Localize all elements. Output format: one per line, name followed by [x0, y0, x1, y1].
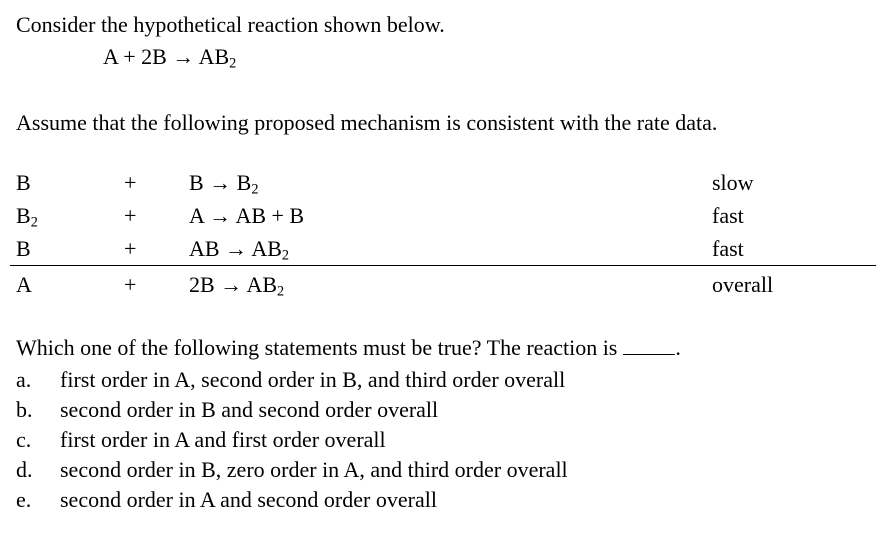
step-plus: + — [124, 203, 137, 228]
product: $AB_2$ — [198, 44, 237, 72]
step-speed: fast — [712, 236, 744, 261]
mechanism-overall — [0, 272, 886, 300]
question-text: Which one of the following statements must be true? The reaction is . — [16, 335, 681, 360]
option-letter: e. — [16, 487, 32, 512]
step-reaction: $2B \to AB_2$ — [189, 272, 285, 300]
option-text: second order in A and second order overall — [60, 487, 437, 512]
answer-blank — [623, 336, 675, 355]
step-speed: slow — [712, 170, 754, 195]
step-species: B — [16, 170, 31, 195]
mechanism-step-2 — [0, 203, 886, 231]
step-speed: overall — [712, 272, 774, 297]
step-speed: fast — [712, 203, 744, 228]
step-reaction: AB → $AB_2$ — [189, 236, 290, 264]
arrow-icon: → — [172, 44, 195, 69]
assumption-text: Assume that the following proposed mechanism is consistent with the rate data. — [16, 110, 718, 135]
reactant-a: A — [103, 44, 118, 69]
overall-divider-line — [10, 265, 876, 266]
mechanism-step-1 — [0, 170, 886, 198]
step-reaction: A → AB + B — [189, 203, 305, 228]
step-species: A — [16, 272, 32, 297]
option-letter: a. — [16, 367, 32, 392]
option-text: second order in B, zero order in A, and third order overall — [60, 457, 568, 482]
step-species: $B_2$ — [16, 203, 38, 231]
intro-text: Consider the hypothetical reaction shown below. — [16, 12, 445, 37]
option-letter: c. — [16, 427, 32, 452]
mechanism-step-3 — [0, 236, 886, 264]
step-plus: + — [124, 236, 137, 261]
option-letter: b. — [16, 397, 33, 422]
option-letter: d. — [16, 457, 33, 482]
step-reaction: $B \to B_2$ — [189, 170, 259, 198]
reaction-equation — [103, 44, 237, 72]
step-plus: + — [124, 170, 137, 195]
option-text: second order in B and second order overall — [60, 397, 439, 422]
step-plus: + — [124, 272, 137, 297]
plus-sign: + — [123, 44, 136, 69]
option-text: first order in A and first order overall — [60, 427, 386, 452]
step-species: B — [16, 236, 31, 261]
reactant-b: 2B — [141, 44, 167, 69]
option-text: first order in A, second order in B, and third order overall — [60, 367, 566, 392]
